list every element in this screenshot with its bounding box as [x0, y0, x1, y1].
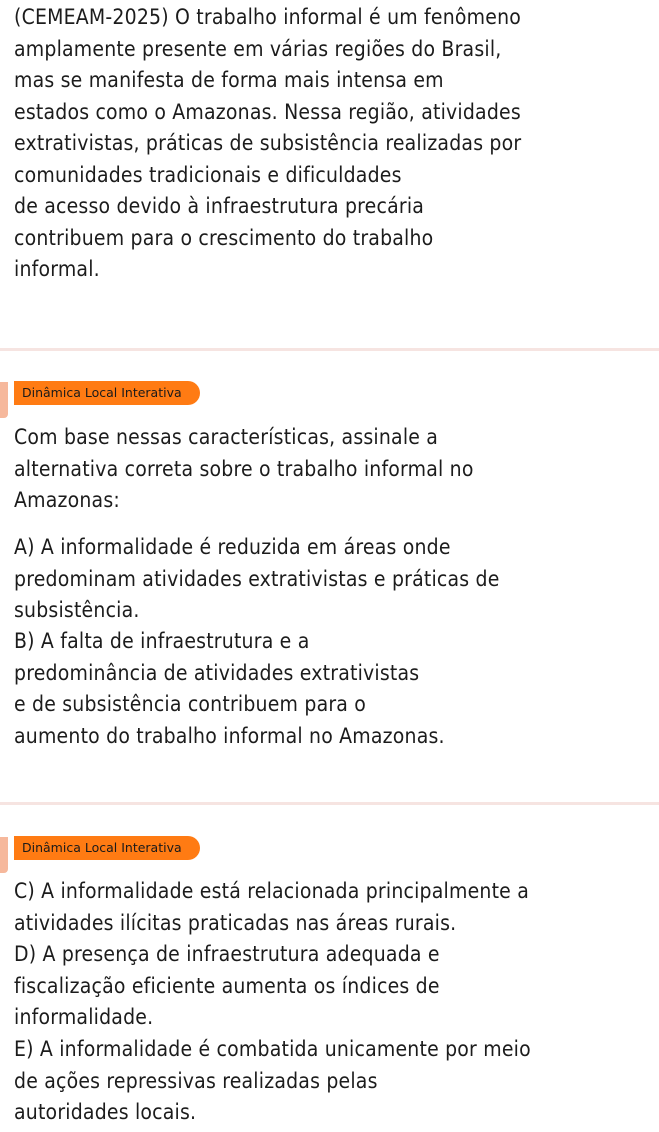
option-c: C) A informalidade está relacionada principalmente a atividades ilícitas praticadas nas áreas rurais.	[14, 879, 529, 935]
option-a: A) A informalidade é reduzida em áreas onde predominam atividades extrativistas e práticas de subsistência.	[14, 535, 500, 622]
option-d: D) A presença de infraestrutura adequada e fiscalização eficiente aumenta os índices de informalidade.	[14, 942, 440, 1029]
section-divider	[0, 802, 659, 805]
option-b: B) A falta de infraestrutura e a predominância de atividades extrativistas e de subsistência contribuem para o aumento do trabalho informal no Amazonas.	[14, 629, 445, 748]
intro-paragraph: (CEMEAM-2025) O trabalho informal é um fenômeno amplamente presente em várias regiões do Brasil, mas se manifesta de forma mais intensa em estados como o Amazonas. Nessa região, atividades extrativistas, práticas de subsistência realizadas por comunidades tradicionais e dificuldades de acesso devido à infraestrutura precária contribuem para o crescimento do trabalho informal.	[14, 5, 522, 281]
accent-bar	[0, 837, 8, 873]
question-text: Com base nessas características, assinale a alternativa correta sobre o trabalho informal no Amazonas:	[14, 425, 474, 512]
section-badge: Dinâmica Local Interativa	[14, 836, 200, 860]
section-divider	[0, 348, 659, 351]
section-badge: Dinâmica Local Interativa	[14, 381, 200, 405]
accent-bar	[0, 382, 8, 418]
option-e: E) A informalidade é combatida unicamente por meio de ações repressivas realizadas pelas autoridades locais.	[14, 1037, 531, 1124]
